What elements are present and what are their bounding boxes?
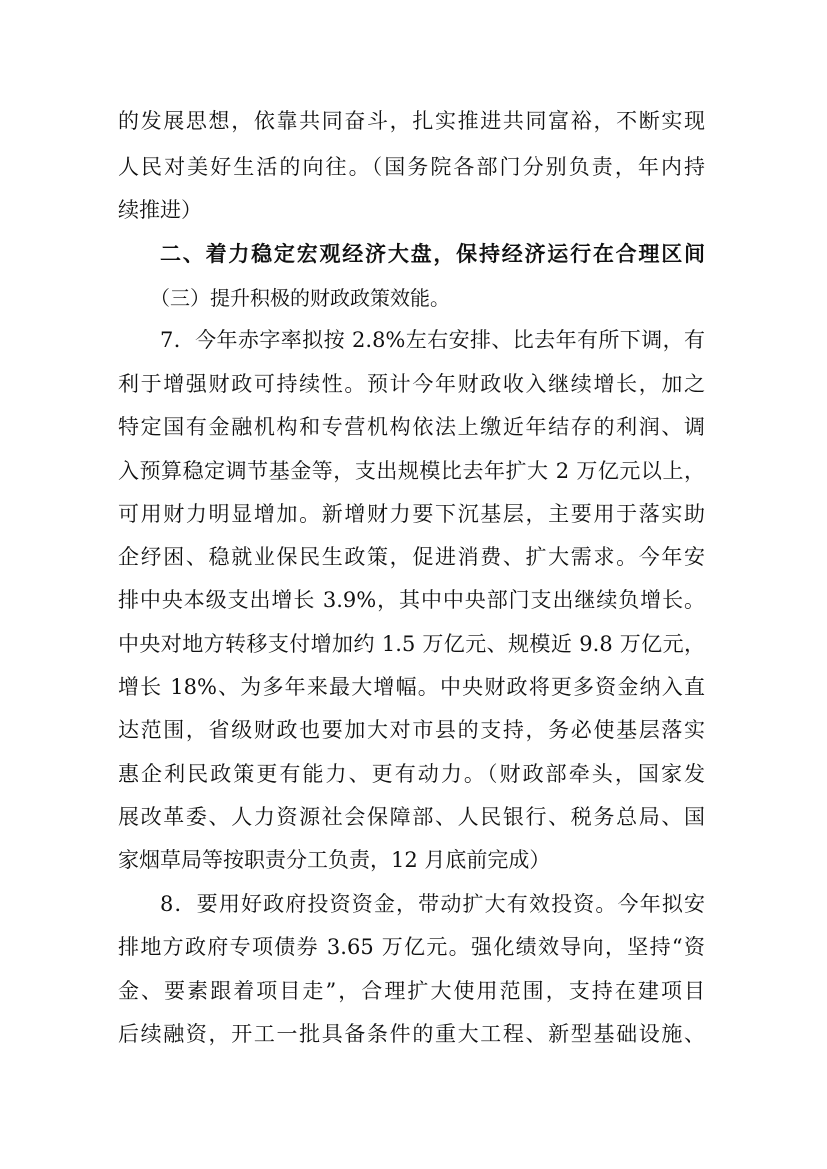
paragraph-line: 增长 18%、为多年来最大增幅。中央财政将更多资金纳入直 <box>118 675 705 699</box>
subsection-heading: （三）提升积极的财政政策效能。 <box>150 286 450 310</box>
paragraph-line: 的发展思想，依靠共同奋斗，扎实推进共同富裕，不断实现 <box>118 109 705 133</box>
paragraph-line: 惠企利民政策更有能力、更有动力。（财政部牵头，国家发 <box>118 762 705 786</box>
paragraph-line: 排地方政府专项债券 3.65 万亿元。强化绩效导向，坚持“资 <box>118 935 705 959</box>
paragraph-line: 8．要用好政府投资资金，带动扩大有效投资。今年拟安 <box>160 892 705 916</box>
paragraph-line: 利于增强财政可持续性。预计今年财政收入继续增长，加之 <box>118 372 705 396</box>
section-heading: 二、着力稳定宏观经济大盘，保持经济运行在合理区间 <box>160 242 705 266</box>
paragraph-line: 特定国有金融机构和专营机构依法上缴近年结存的利润、调 <box>118 415 705 439</box>
paragraph-line: 可用财力明显增加。新增财力要下沉基层，主要用于落实助 <box>118 502 705 526</box>
paragraph-line: 7．今年赤字率拟按 2.8%左右安排、比去年有所下调，有 <box>160 328 705 352</box>
paragraph-line: 家烟草局等按职责分工负责，12 月底前完成） <box>118 848 551 872</box>
paragraph-line: 续推进） <box>118 198 202 222</box>
paragraph-line: 人民对美好生活的向往。（国务院各部门分别负责，年内持 <box>118 155 705 179</box>
paragraph-line: 中央对地方转移支付增加约 1.5 万亿元、规模近 9.8 万亿元， <box>118 632 705 656</box>
paragraph-line: 企纾困、稳就业保民生政策，促进消费、扩大需求。今年安 <box>118 545 705 569</box>
paragraph-line: 达范围，省级财政也要加大对市县的支持，务必使基层落实 <box>118 718 705 742</box>
paragraph-line: 入预算稳定调节基金等，支出规模比去年扩大 2 万亿元以上， <box>118 459 705 483</box>
paragraph-line: 后续融资，开工一批具备条件的重大工程、新型基础设施、 <box>118 1022 705 1046</box>
paragraph-line: 金、要素跟着项目走”，合理扩大使用范围，支持在建项目 <box>118 979 705 1003</box>
paragraph-line: 排中央本级支出增长 3.9%，其中中央部门支出继续负增长。 <box>118 588 705 612</box>
paragraph-line: 展改革委、人力资源社会保障部、人民银行、税务总局、国 <box>118 805 705 829</box>
